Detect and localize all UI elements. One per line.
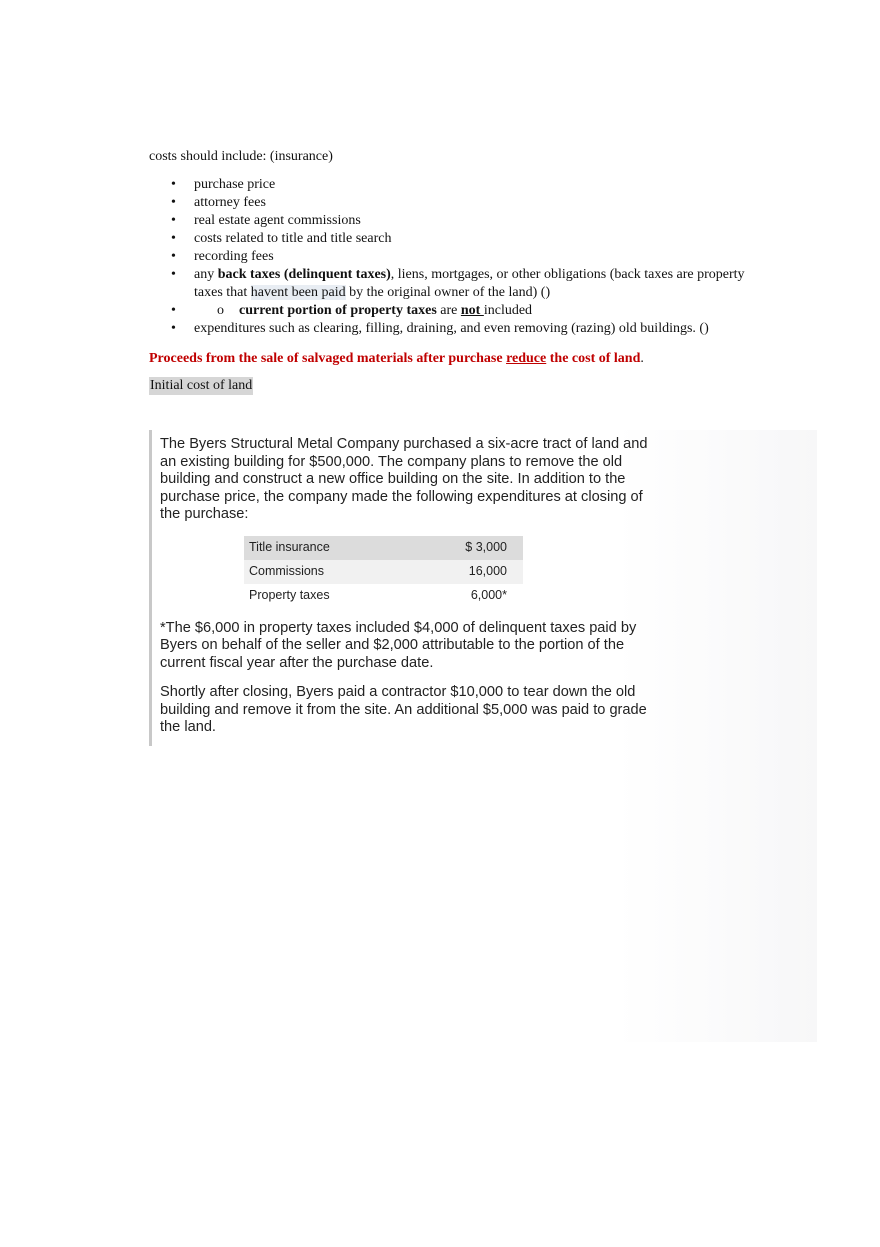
sub-list-item: • o current portion of property taxes are not included [149,302,749,320]
list-item: • recording fees [149,248,749,266]
highlighted-phrase: havent been paid [250,285,346,300]
textbook-excerpt [149,430,817,1042]
excerpt-paragraph: Shortly after closing, Byers paid a contractor $10,000 to tear down the old building and remove it from the site. An additional $5,000 was paid to grade the land. [160,684,647,735]
expenditures-table [244,536,523,608]
table-row: Property taxes 6,000* [249,587,507,602]
intro-line: costs should include: (insurance) [149,149,333,164]
list-item: • attorney fees [149,194,749,212]
list-item-back-taxes: • any back taxes (delinquent taxes), liens, mortgages, or other obligations (back taxes are property taxes that havent been paid by the original owner of the land) () [149,266,749,302]
list-item: • real estate agent commissions [149,212,749,230]
circle-bullet-icon: • o [217,303,224,318]
excerpt-left-border [149,430,152,746]
excerpt-paragraph: The Byers Structural Metal Company purchased a six-acre tract of land and an existing building for $500,000. The company plans to remove the old building and construct a new office building on the site. In addition to the purchase price, the company made the following expenditures at closing of the purchase: [160,436,648,522]
list-item: • purchase price [149,176,749,194]
section-heading: Initial cost of land [150,378,253,393]
back-taxes-term: back taxes (delinquent taxes) [217,267,391,282]
excerpt-footnote: *The $6,000 in property taxes included $4,000 of delinquent taxes paid by Byers on behalf of the seller and $2,000 attributable to the portion of the current fiscal year after the purchase date. [160,619,637,671]
document-body [149,148,749,395]
salvage-note: Proceeds from the sale of salvaged materials after purchase reduce the cost of land. [149,351,644,366]
list-item: • costs related to title and title search [149,230,749,248]
cost-list [149,176,749,338]
table-row: Commissions 16,000 [244,560,523,584]
list-item: • expenditures such as clearing, filling, draining, and even removing (razing) old buildings. () [149,320,749,338]
not-emphasis: not [460,303,484,318]
table-row: Title insurance $ 3,000 [244,536,523,560]
